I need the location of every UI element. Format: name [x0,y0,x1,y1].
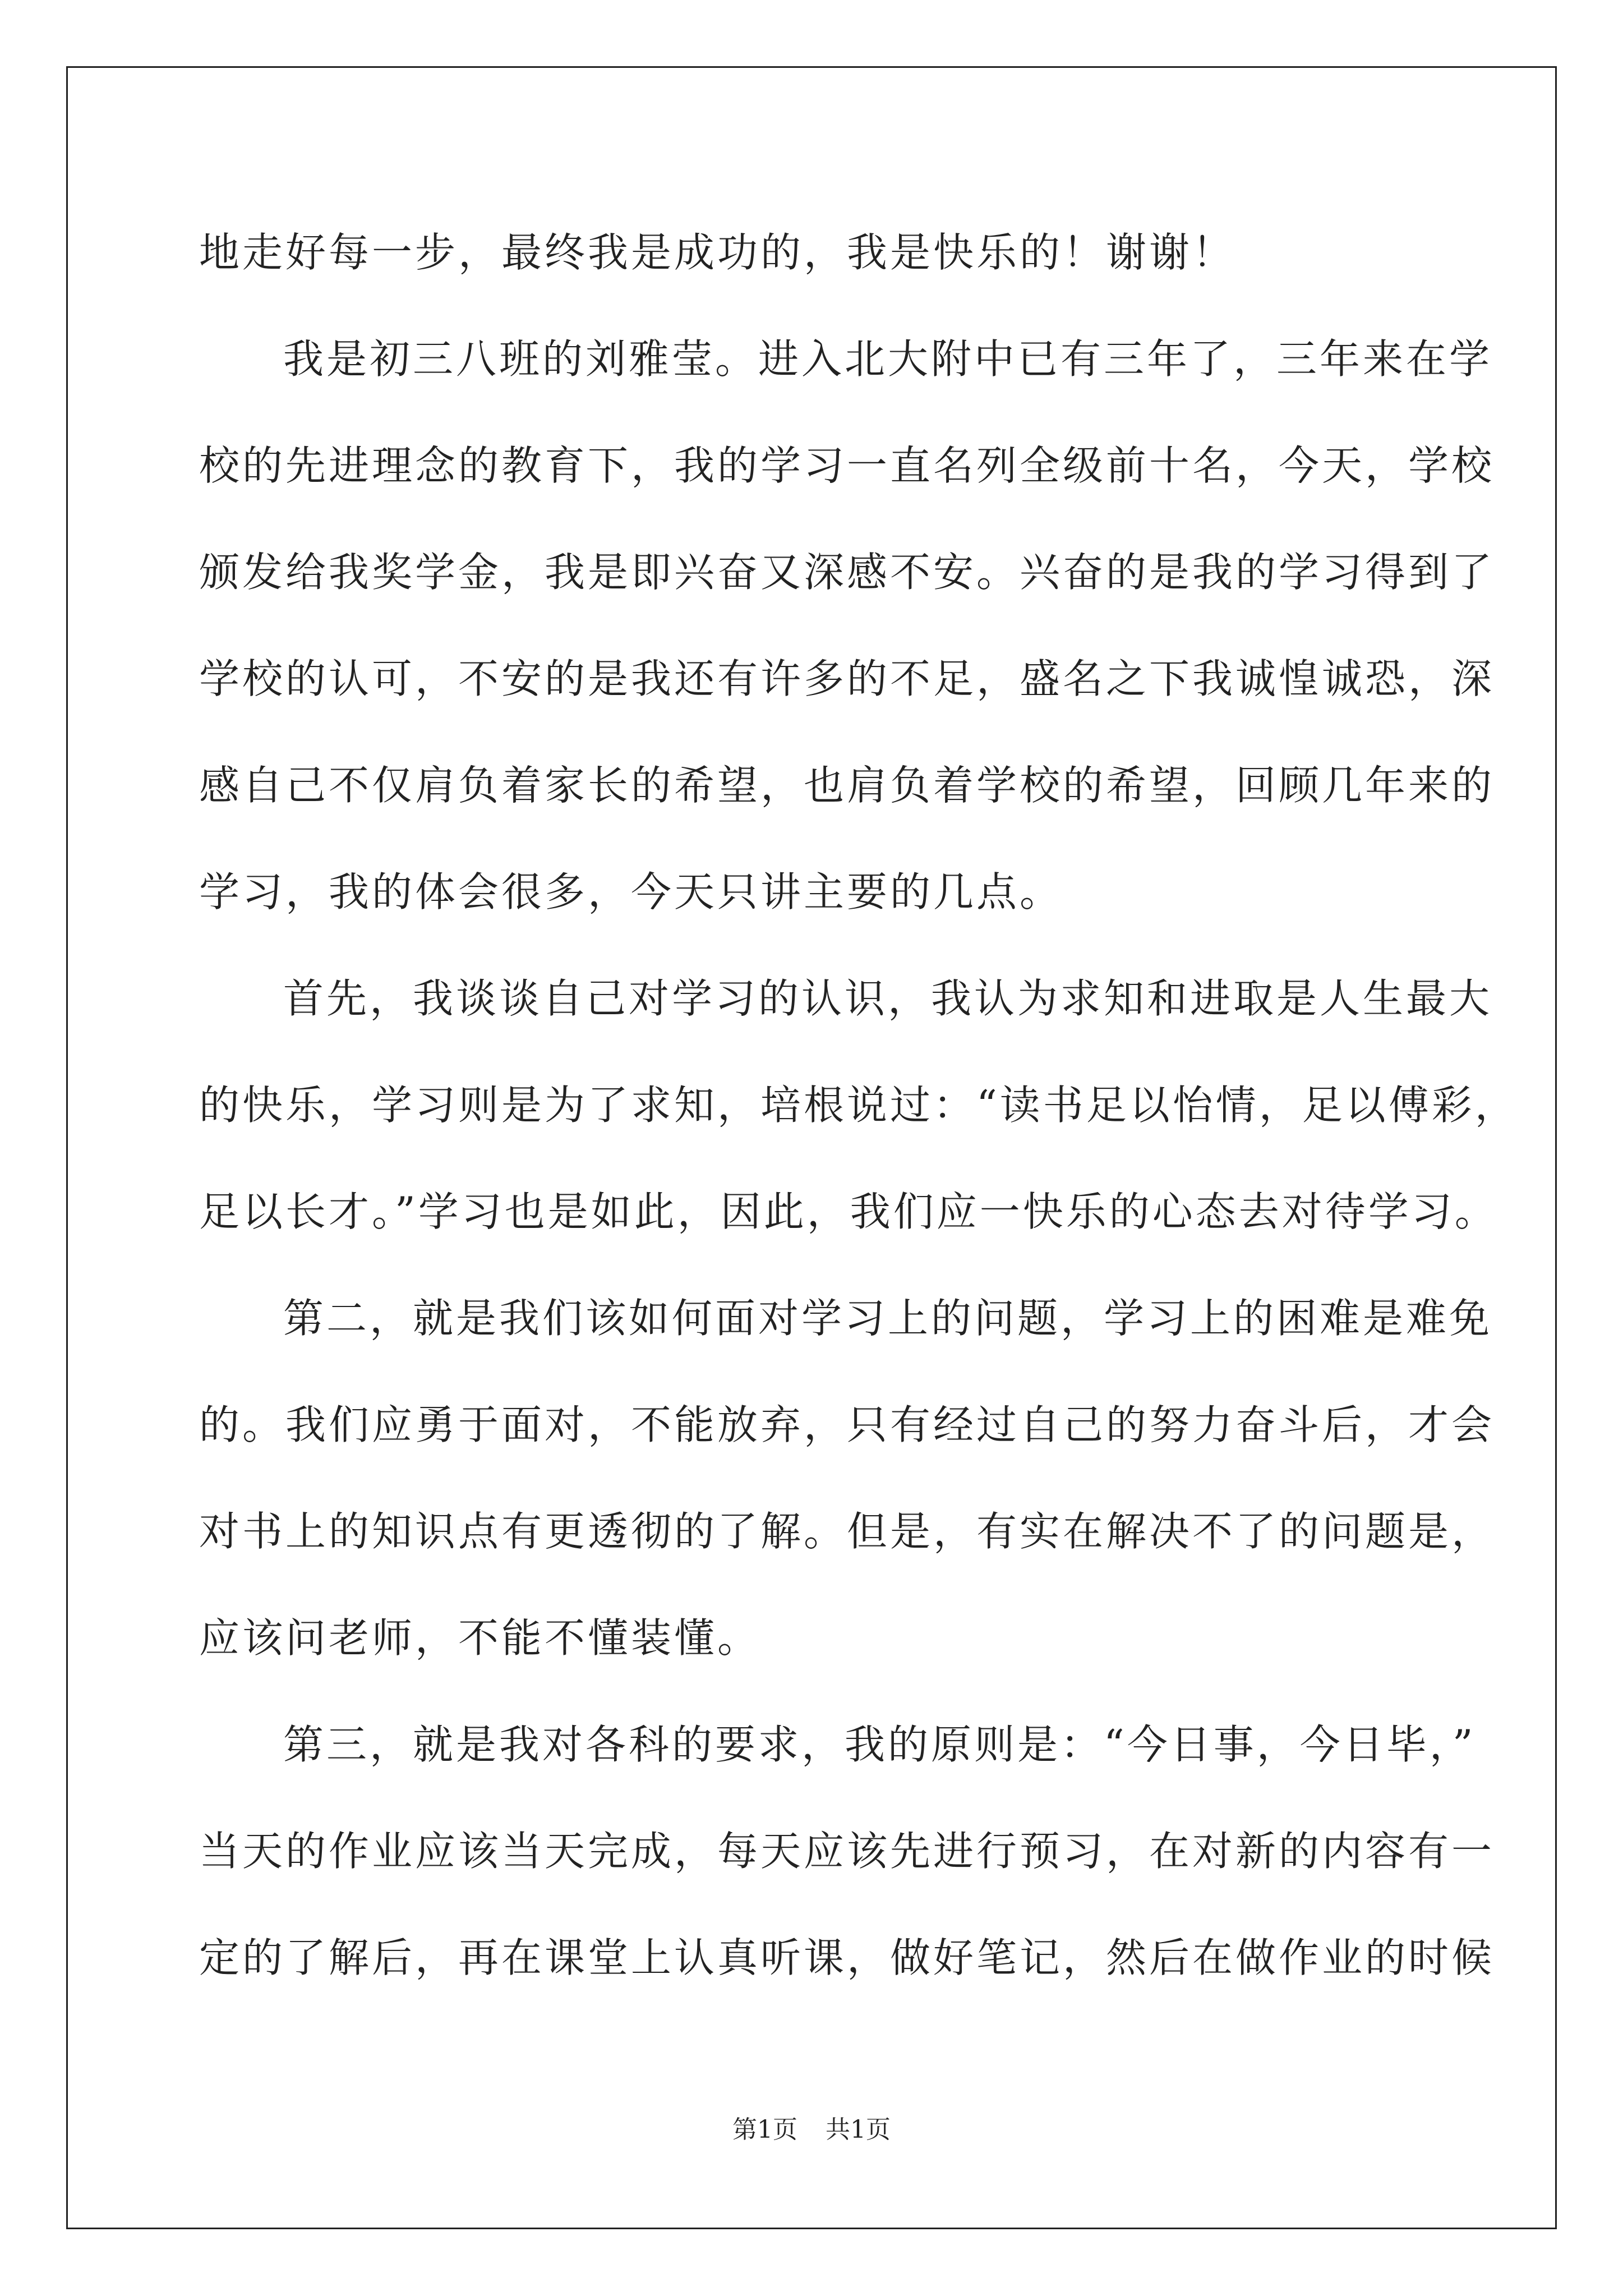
text-line: 学习，我的体会很多，今天只讲主要的几点。 [199,868,1063,915]
text-line: 的。我们应勇于面对，不能放弃，只有经过自己的努力奋斗后，才会 [199,1401,1495,1448]
text-line: 对书上的知识点有更透彻的了解。但是，有实在解决不了的问题是， [199,1508,1495,1555]
text-line: 学校的认可，不安的是我还有许多的不足，盛名之下我诚惶诚恐，深 [199,655,1495,702]
text-line: 定的了解后，再在课堂上认真听课，做好笔记，然后在做作业的时候 [199,1934,1495,1981]
document-body [199,199,1518,2011]
text-line: 校的先进理念的教育下，我的学习一直名列全级前十名，今天，学校 [199,442,1495,489]
paragraph-5 [199,1691,1495,2011]
page-footer [0,2109,1623,2145]
page-number-total: 共1页 [826,2115,891,2144]
text-line: 地走好每一步，最终我是成功的，我是快乐的！谢谢！ [199,229,1236,276]
text-line: 第二，就是我们该如何面对学习上的问题，学习上的困难是难免 [283,1295,1493,1342]
text-line: 应该问老师，不能不懂装懂。 [199,1614,761,1662]
text-line: 首先，我谈谈自己对学习的认识，我认为求知和进取是人生最大 [283,975,1493,1022]
text-line: 第三，就是我对各科的要求，我的原则是：“今日事，今日毕，” [283,1721,1476,1768]
paragraph-2 [199,306,1495,945]
page-number-current: 第1页 [732,2115,797,2144]
paragraph-1 [199,199,1438,306]
text-line: 足以长才。”学习也是如此，因此，我们应一快乐的心态去对待学习。 [199,1188,1498,1235]
text-line: 我是初三八班的刘雅莹。进入北大附中已有三年了，三年来在学 [283,335,1493,383]
paragraph-3 [199,945,1518,1265]
paragraph-4 [199,1265,1495,1691]
text-line: 感自己不仅肩负着家长的希望，也肩负着学校的希望，回顾几年来的 [199,762,1495,809]
text-line: 颁发给我奖学金，我是即兴奋又深感不安。兴奋的是我的学习得到了 [199,549,1495,596]
text-line: 当天的作业应该当天完成，每天应该先进行预习，在对新的内容有一 [199,1828,1495,1875]
text-line: 的快乐，学习则是为了求知，培根说过：“读书足以怡情，足以傅彩， [199,1082,1518,1129]
